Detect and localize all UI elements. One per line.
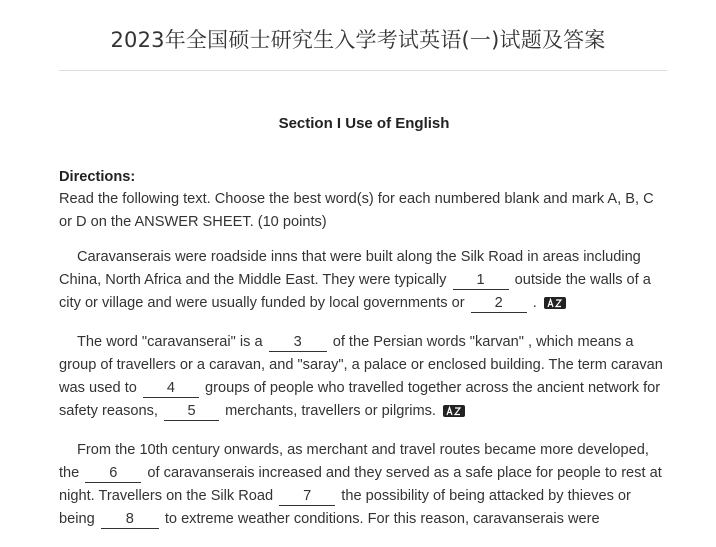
paragraph-2	[59, 331, 669, 423]
paragraph-text: to extreme weather conditions. For this reason, caravanserais were	[164, 511, 600, 527]
paragraph-text: Caravanserais were roadside inns that were built along the Silk Road in areas including China, North Africa and the Middle East. They were typically	[59, 249, 641, 288]
directions-label: Directions:	[59, 169, 136, 185]
paragraph-text: outside the walls of a city or village and were usually funded by local governments or	[59, 272, 651, 311]
paragraph-text: .	[532, 295, 537, 311]
blank-7: 7	[279, 488, 335, 506]
paragraph-3	[59, 439, 669, 531]
paragraph-1	[59, 246, 669, 315]
paragraph-text: The word "caravanserai" is a	[77, 334, 263, 350]
paragraph-text: From the 10th century onwards, as merchant and travel routes became more developed, the	[59, 442, 649, 481]
paragraph-text: the possibility of being attacked by thieves or being	[59, 488, 631, 527]
page-title: 2023年全国硕士研究生入学考试英语(一)试题及答案	[110, 28, 606, 52]
blank-8: 8	[101, 511, 159, 529]
translate-icon[interactable]	[544, 297, 566, 309]
translate-icon[interactable]	[443, 405, 465, 417]
paragraph-text: of the Persian words "karvan" , which means a group of travellers or a caravan, and "saray", a palace or enclosed building. The term caravan was used to	[59, 334, 663, 396]
directions-text: Read the following text. Choose the best word(s) for each numbered blank and mark A, B, C or D on the ANSWER SHEET. (10 points)	[59, 191, 654, 230]
blank-3: 3	[269, 334, 327, 352]
blank-6: 6	[85, 465, 141, 483]
blank-5: 5	[164, 403, 219, 421]
article-body	[59, 166, 669, 547]
paragraph-text: of caravanserais increased and they served as a safe place for people to rest at night. Travellers on the Silk Road	[59, 465, 662, 504]
title-divider	[59, 70, 667, 71]
section-heading: Section I Use of English	[278, 115, 450, 132]
blank-1: 1	[453, 272, 509, 290]
blank-4: 4	[143, 380, 199, 398]
paragraph-text: groups of people who travelled together across the ancient network for safety reasons,	[59, 380, 661, 419]
blank-2: 2	[471, 295, 527, 313]
paragraph-text: merchants, travellers or pilgrims.	[225, 403, 436, 419]
